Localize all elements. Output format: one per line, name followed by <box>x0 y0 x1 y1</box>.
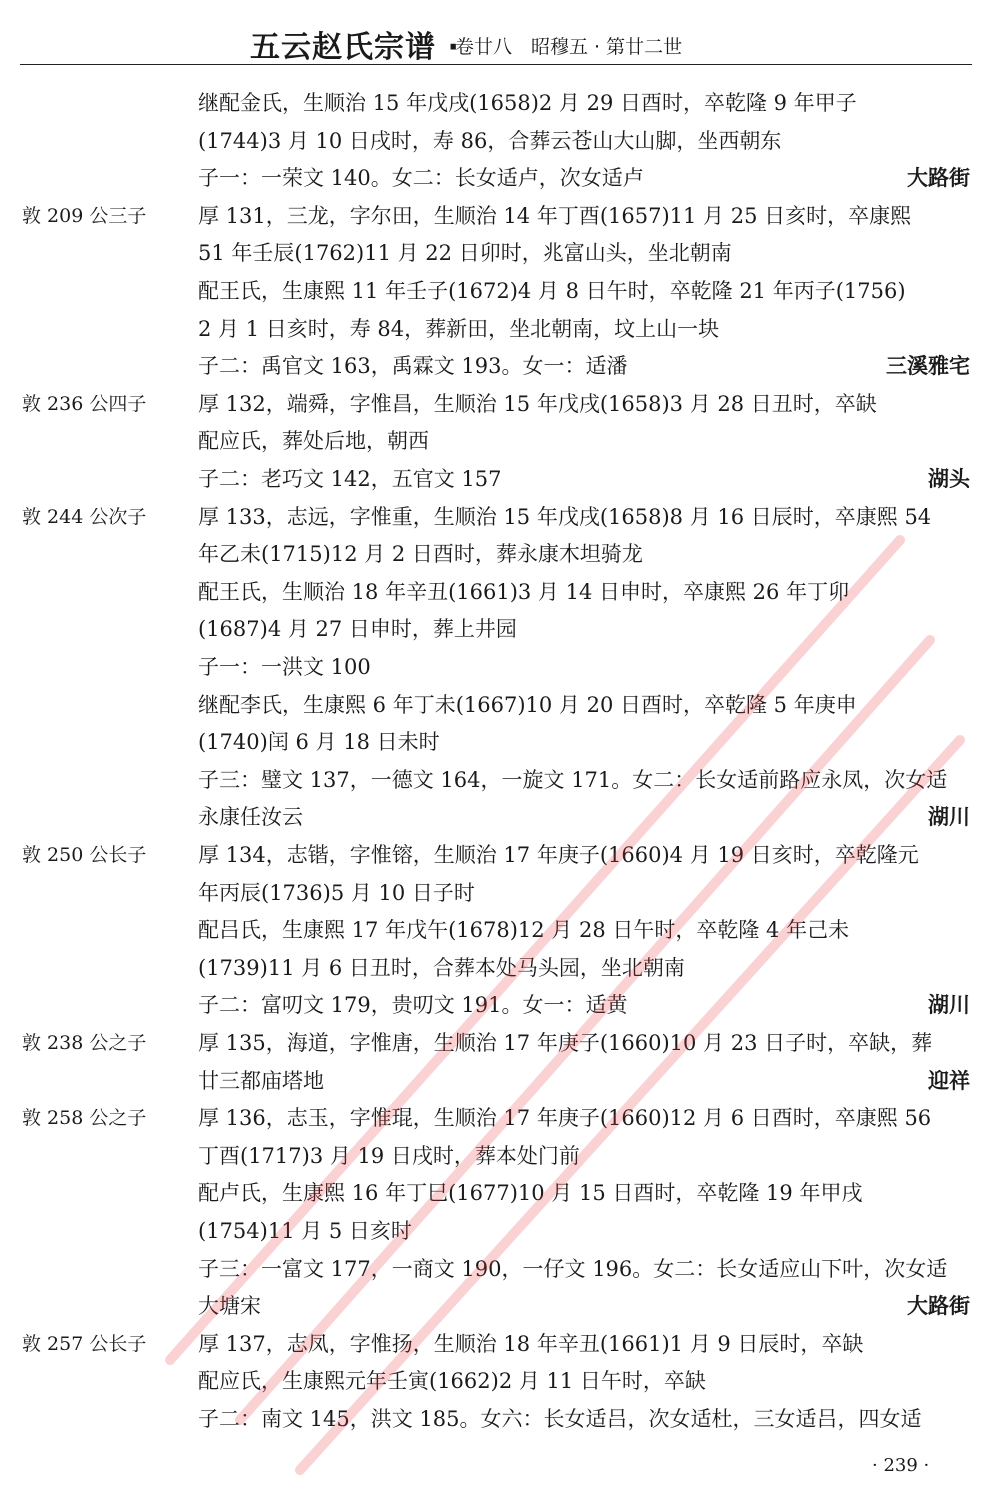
place-name: 迎祥 <box>928 1068 970 1093</box>
line-text: 厚 136，志玉，字惟琨，生顺治 17 年庚子(1660)12 月 6 日酉时，卒康熙 56 <box>198 1106 932 1131</box>
lineage-reference: 敦 238 公之子 <box>22 1032 147 1054</box>
text-line <box>198 761 970 799</box>
line-text: 子二：南文 145，洪文 185。女六：长女适吕，次女适杜，三女适吕，四女适 <box>198 1407 922 1431</box>
line-text: (1687)4 月 27 日申时，葬上井园 <box>198 617 517 642</box>
place-name: 湖川 <box>928 805 970 830</box>
text-line <box>198 498 970 536</box>
text-line <box>198 347 970 385</box>
line-text: 厚 137，志凤，字惟扬，生顺治 18 年辛丑(1661)1 月 9 日辰时，卒缺 <box>198 1331 864 1356</box>
lineage-reference: 敦 209 公三子 <box>22 204 147 227</box>
text-line <box>198 648 970 686</box>
text-line <box>198 310 970 348</box>
book-title: 五云赵氏宗谱 · <box>250 30 460 65</box>
line-text: (1740)闰 6 月 18 日未时 <box>198 730 440 755</box>
line-text: 配应氏，生康熙元年壬寅(1662)2 月 11 日午时，卒缺 <box>198 1369 706 1394</box>
line-text: 配王氏，生康熙 11 年壬子(1672)4 月 8 日午时，卒乾隆 21 年丙子(1756) <box>198 279 906 303</box>
text-line <box>198 610 970 648</box>
line-text: 子一：一洪文 100 <box>198 655 371 679</box>
text-line <box>198 874 970 912</box>
text-line <box>198 1362 970 1400</box>
line-text: 廿三都庙塔地 <box>198 1068 324 1093</box>
place-name: 大路街 <box>907 1294 970 1319</box>
line-text: (1744)3 月 10 日戌时，寿 86，合葬云苍山大山脚，坐西朝东 <box>198 128 782 153</box>
line-text: 厚 131，三龙，字尔田，生顺治 14 年丁酉(1657)11 月 25 日亥时，卒康熙 <box>198 203 912 228</box>
line-text: 子二：禹官文 163，禹霖文 193。女一：适潘 <box>198 354 628 379</box>
line-text: 厚 133，志远，字惟重，生顺治 15 年戊戌(1658)8 月 16 日辰时，卒康熙 54 <box>198 504 932 529</box>
text-line <box>198 798 970 836</box>
text-line <box>198 1212 970 1250</box>
text-line <box>198 272 970 310</box>
text-line <box>198 723 970 761</box>
page-number: · 239 · <box>872 1455 930 1476</box>
line-text: 大塘宋 <box>198 1294 261 1319</box>
text-line <box>198 836 970 874</box>
text-line <box>198 1099 970 1137</box>
line-text: 厚 134，志锴，字惟镕，生顺治 17 年庚子(1660)4 月 19 日亥时，卒乾隆元 <box>198 843 919 867</box>
line-text: 2 月 1 日亥时，寿 84，葬新田，坐北朝南，坟上山一块 <box>198 316 720 341</box>
text-line <box>198 197 970 235</box>
text-line <box>198 986 970 1024</box>
place-name: 湖头 <box>928 467 970 491</box>
place-name: 湖川 <box>928 993 970 1018</box>
text-line <box>198 385 970 423</box>
line-text: 配应氏，葬处后地，朝西 <box>198 429 429 454</box>
line-text: 年丙辰(1736)5 月 10 日子时 <box>198 880 475 905</box>
text-line <box>198 911 970 949</box>
line-text: 丁酉(1717)3 月 19 日戌时，葬本处门前 <box>198 1143 580 1168</box>
lineage-reference: 敦 250 公长子 <box>22 844 147 866</box>
text-line <box>198 84 970 122</box>
text-line <box>198 422 970 460</box>
text-line <box>198 1062 970 1100</box>
line-text: 子二：富叨文 179，贵叨文 191。女一：适黄 <box>198 993 628 1018</box>
line-text: 子一：一荣文 140。女二：长女适卢，次女适卢 <box>198 166 644 191</box>
line-text: 永康任汝云 <box>198 805 303 830</box>
lineage-reference: 敦 257 公长子 <box>22 1332 147 1355</box>
place-name: 三溪雅宅 <box>886 354 970 379</box>
line-text: 继配金氏，生顺治 15 年戊戌(1658)2 月 29 日酉时，卒乾隆 9 年甲子 <box>198 91 857 115</box>
line-text: 配吕氏，生康熙 17 年戊午(1678)12 月 28 日午时，卒乾隆 4 年己未 <box>198 918 850 943</box>
line-text: 子三：一富文 177，一商文 190，一仔文 196。女二：长女适应山下叶，次女适 <box>198 1256 948 1281</box>
lineage-reference: 敦 244 公次子 <box>22 505 147 528</box>
lineage-reference: 敦 258 公之子 <box>22 1107 147 1130</box>
line-text: 继配李氏，生康熙 6 年丁未(1667)10 月 20 日酉时，卒乾隆 5 年庚申 <box>198 692 857 717</box>
page-header <box>0 22 992 65</box>
text-line <box>198 234 970 272</box>
header-rule <box>20 64 972 65</box>
volume-subtitle: 卷廿八 昭穆五 · 第廿二世 <box>455 36 683 58</box>
line-text: 子二：老巧文 142，五官文 157 <box>198 467 502 491</box>
line-text: 年乙未(1715)12 月 2 日酉时，葬永康木坦骑龙 <box>198 542 643 567</box>
lineage-reference: 敦 236 公四子 <box>22 392 147 415</box>
line-text: 配王氏，生顺治 18 年辛丑(1661)3 月 14 日申时，卒康熙 26 年丁卯 <box>198 579 850 604</box>
text-line <box>198 122 970 160</box>
text-line <box>198 1287 970 1325</box>
text-line <box>198 159 970 197</box>
text-line <box>198 573 970 611</box>
line-text: (1754)11 月 5 日亥时 <box>198 1219 412 1243</box>
line-text: 51 年壬辰(1762)11 月 22 日卯时，兆富山头，坐北朝南 <box>198 241 732 266</box>
text-line <box>198 686 970 724</box>
text-line <box>198 1325 970 1363</box>
line-text: 配卢氏，生康熙 16 年丁巳(1677)10 月 15 日酉时，卒乾隆 19 年甲戌 <box>198 1181 863 1206</box>
line-text: 厚 132，端舜，字惟昌，生顺治 15 年戊戌(1658)3 月 28 日丑时，卒缺 <box>198 391 877 416</box>
text-line <box>198 1174 970 1212</box>
text-line <box>198 949 970 987</box>
text-line <box>198 1137 970 1175</box>
line-text: 子三：璧文 137，一德文 164，一旋文 171。女二：长女适前路应永凤，次女适 <box>198 767 948 792</box>
text-line <box>198 1024 970 1062</box>
text-line <box>198 535 970 573</box>
text-line <box>198 1250 970 1288</box>
text-line <box>198 1400 970 1438</box>
line-text: 厚 135，海道，字惟唐，生顺治 17 年庚子(1660)10 月 23 日子时，卒缺，葬 <box>198 1031 933 1055</box>
place-name: 大路街 <box>907 166 970 191</box>
text-line <box>198 460 970 498</box>
line-text: (1739)11 月 6 日丑时，合葬本处马头园，坐北朝南 <box>198 955 685 980</box>
